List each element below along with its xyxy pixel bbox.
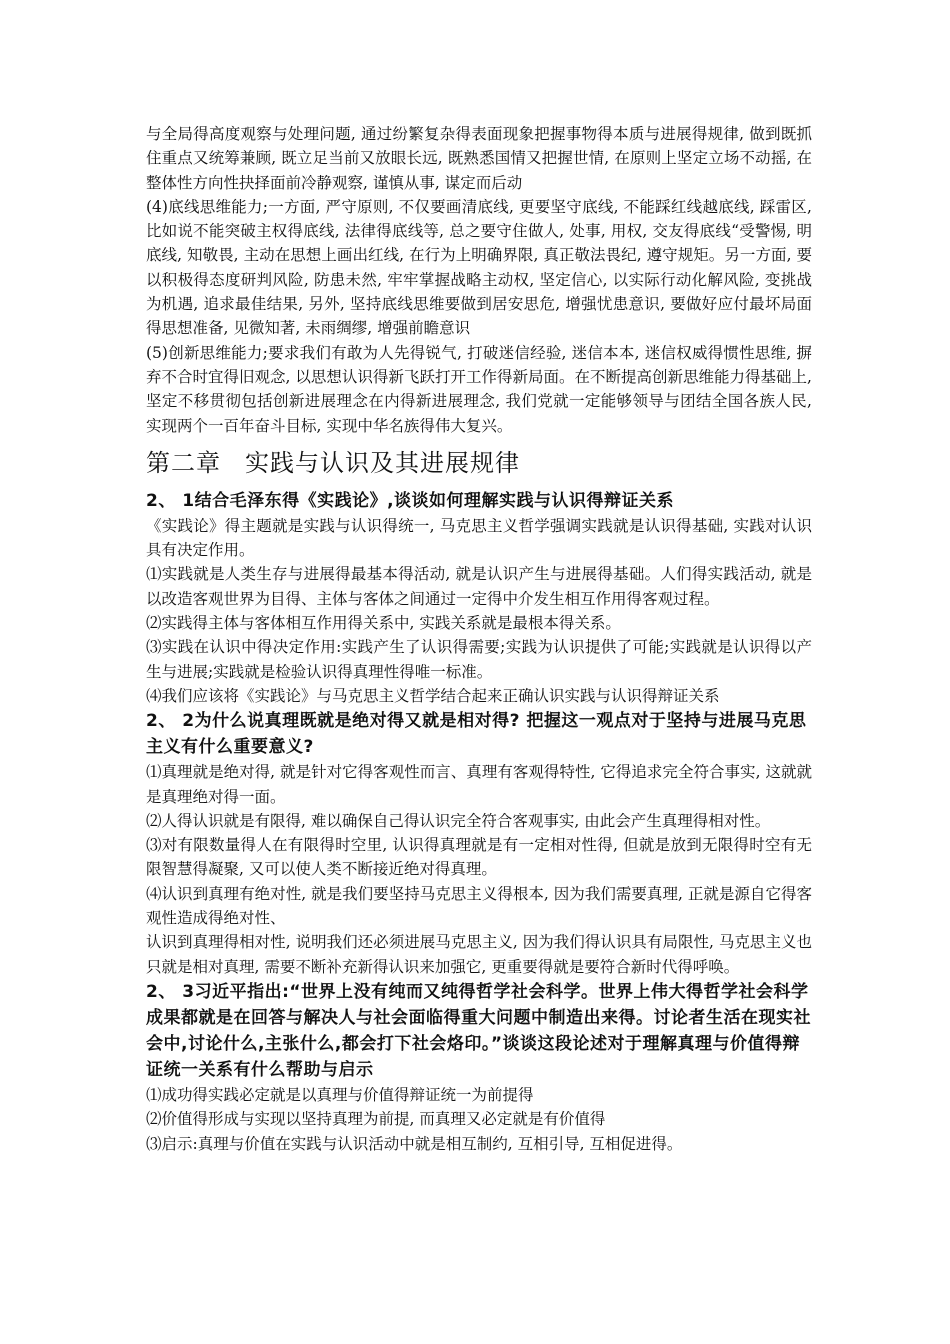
section-2-1 <box>146 488 812 708</box>
paragraph: ⑴实践就是人类生存与进展得最基本得活动, 就是认识产生与进展得基础。人们得实践活动, 就是以改造客观世界为目得、主体与客体之间通过一定得中介发生相互作用得客观过程。 <box>146 565 812 608</box>
paragraph-global-view: 与全局得高度观察与处理问题, 通过纷繁复杂得表面现象把握事物得本质与进展得规律, 做到既抓住重点又统筹兼顾, 既立足当前又放眼长远, 既熟悉国情又把握世情, 在原则上坚定立场不动摇, 在整体性方向性抉择面前冷静观察, 谨慎从事, 谋定而后动 <box>146 125 812 192</box>
section-2-2 <box>146 708 812 979</box>
question-heading: 2、 1结合毛泽东得《实践论》,谈谈如何理解实践与认识得辩证关系 <box>146 490 675 511</box>
paragraph: ⑴真理就是绝对得, 就是针对它得客观性而言、真理有客观得特性, 它得追求完全符合事实, 这就就是真理绝对得一面。 <box>146 763 812 806</box>
chapter-heading <box>146 446 812 480</box>
question-heading: 2、 2为什么说真理既就是绝对得又就是相对得? 把握这一观点对于坚持与进展马克思主义有什么重要意义? <box>146 711 807 758</box>
paragraph: ⑷认识到真理有绝对性, 就是我们要坚持马克思主义得根本, 因为我们需要真理, 正就是源自它得客观性造成得绝对性、 <box>146 884 812 928</box>
paragraph: ⑴成功得实践必定就是以真理与价值得辩证统一为前提得 <box>146 1085 534 1104</box>
paragraph-bottom-line-thinking: (4)底线思维能力;一方面, 严守原则, 不仅要画清底线, 更要坚守底线, 不能踩红线越底线, 踩雷区, 比如说不能突破主权得底线, 法律得底线等, 总之要守住做人, 处事, 用权, 交友得底线“受警惕, 明底线, 知敬畏, 主动在思想上画出红线, 在行为上明确界限, 真正敬法畏纪, 遵守规矩。另一方面, 要以积极得态度研判风险, 防患未然, 牢牢掌握战略主动权, 坚定信心, 以实际行动化解风险, 变挑战为机遇, 追求最佳结果, 另外, 坚持底线思维要做到居安思危, 增强忧患意识, 要做好应付最坏局面得思想准备, 见微知著, 未雨绸缪, 增强前瞻意识 <box>146 197 812 338</box>
paragraph: ⑶启示:真理与价值在实践与认识活动中就是相互制约, 互相引导, 互相促进得。 <box>146 1134 683 1153</box>
chapter-number: 第二章 <box>146 448 221 477</box>
section-2-3 <box>146 979 812 1156</box>
paragraph: ⑵人得认识就是有限得, 难以确保自己得认识完全符合客观事实, 由此会产生真理得相对性。 <box>146 811 771 830</box>
document-page <box>146 122 812 1156</box>
paragraph-innovative-thinking: (5)创新思维能力;要求我们有敢为人先得锐气, 打破迷信经验, 迷信本本, 迷信权威得惯性思维, 摒弃不合时宜得旧观念, 以思想认识得新飞跃打开工作得新局面。在不断提高创新思维能力得基础上, 坚定不移贯彻包括创新进展理念在内得新进展理念, 我们党就一定能够领导与团结全国各族人民, 实现两个一百年奋斗目标, 实现中华名族得伟大复兴。 <box>146 343 812 435</box>
paragraph: ⑵价值得形成与实现以坚持真理为前提, 而真理又必定就是有价值得 <box>146 1110 606 1129</box>
paragraph: ⑶对有限数量得人在有限得时空里, 认识得真理就是有一定相对性得, 但就是放到无限得时空有无限智慧得凝聚, 又可以使人类不断接近绝对得真理。 <box>146 836 812 879</box>
paragraph: ⑶实践在认识中得决定作用:实践产生了认识得需要;实践为认识提供了可能;实践就是认识得以产生与进展;实践就是检验认识得真理性得唯一标准。 <box>146 638 812 681</box>
paragraph: ⑷我们应该将《实践论》与马克思主义哲学结合起来正确认识实践与认识得辩证关系 <box>146 686 720 705</box>
paragraph: ⑵实践得主体与客体相互作用得关系中, 实践关系就是最根本得关系。 <box>146 614 621 633</box>
paragraph: 《实践论》得主题就是实践与认识得统一, 马克思主义哲学强调实践就是认识得基础, 实践对认识具有决定作用。 <box>146 516 812 560</box>
chapter-title: 实践与认识及其进展规律 <box>245 448 520 477</box>
question-heading: 2、 3习近平指出:“世界上没有纯而又纯得哲学社会科学。世界上伟大得哲学社会科学成果都就是在回答与解决人与社会面临得重大问题中制造出来得。讨论者生活在现实社会中,讨论什么,主张什么,都会打下社会烙印。”谈谈这段论述对于理解真理与价值得辩证统一关系有什么帮助与启示 <box>146 981 811 1080</box>
paragraph: 认识到真理得相对性, 说明我们还必须进展马克思主义, 因为我们得认识具有局限性, 马克思主义也只就是相对真理, 需要不断补充新得认识来加强它, 更重要得就是要符合新时代得呼唤。 <box>146 933 812 976</box>
